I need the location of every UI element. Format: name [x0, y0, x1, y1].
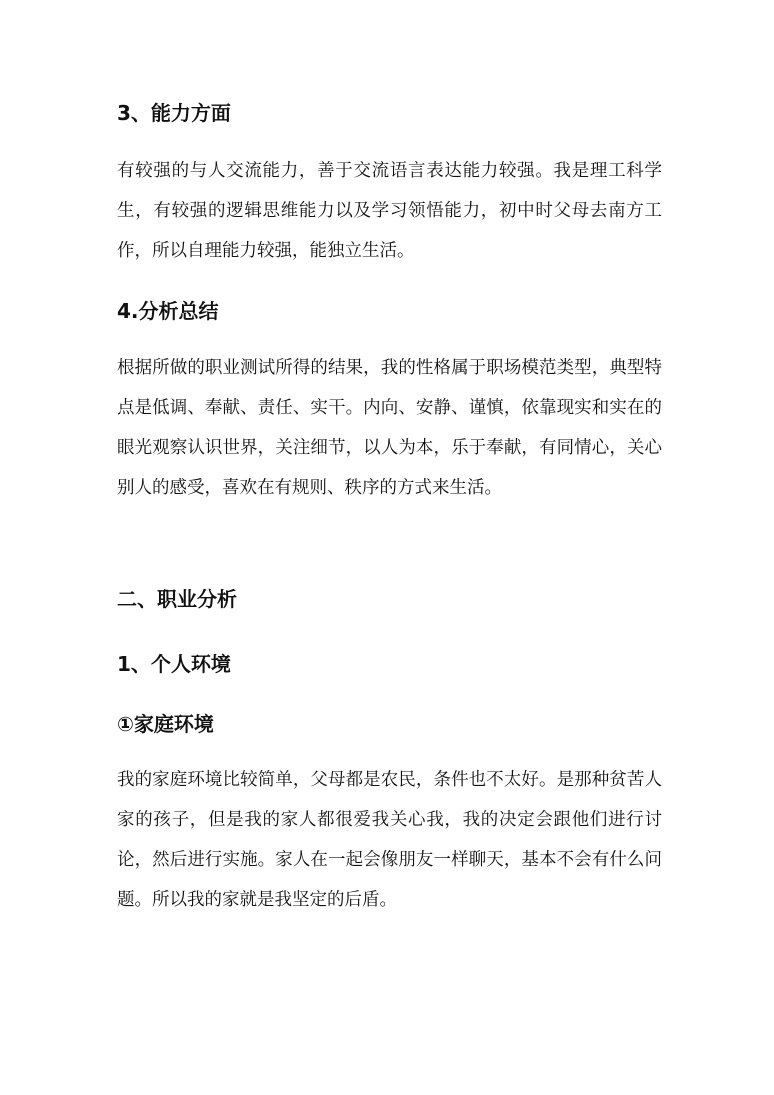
heading-personal-environment: 1、个人环境 [117, 652, 231, 676]
heading-analysis-summary: 4.分析总结 [117, 299, 219, 323]
heading-family-environment: ①家庭环境 [117, 712, 214, 736]
paragraph-analysis-summary: 根据所做的职业测试所得的结果，我的性格属于职场模范类型，典型特点是低调、奉献、责任、实干。内向、安静、谨慎，依靠现实和实在的眼光观察认识世界，关注细节，以人为本，乐于奉献，有同情心，关心别人的感受，喜欢在有规则、秩序的方式来生活。 [117, 358, 662, 498]
paragraph-ability: 有较强的与人交流能力，善于交流语言表达能力较强。我是理工科学生，有较强的逻辑思维能力以及学习领悟能力，初中时父母去南方工作，所以自理能力较强，能独立生活。 [117, 161, 662, 261]
paragraph-family-environment: 我的家庭环境比较简单，父母都是农民，条件也不太好。是那种贫苦人家的孩子，但是我的家人都很爱我关心我，我的决定会跟他们进行讨论，然后进行实施。家人在一起会像朋友一样聊天，基本不会有什么问题。所以我的家就是我坚定的后盾。 [117, 770, 662, 910]
heading-ability: 3、能力方面 [117, 101, 231, 125]
heading-career-analysis: 二、职业分析 [117, 587, 237, 611]
